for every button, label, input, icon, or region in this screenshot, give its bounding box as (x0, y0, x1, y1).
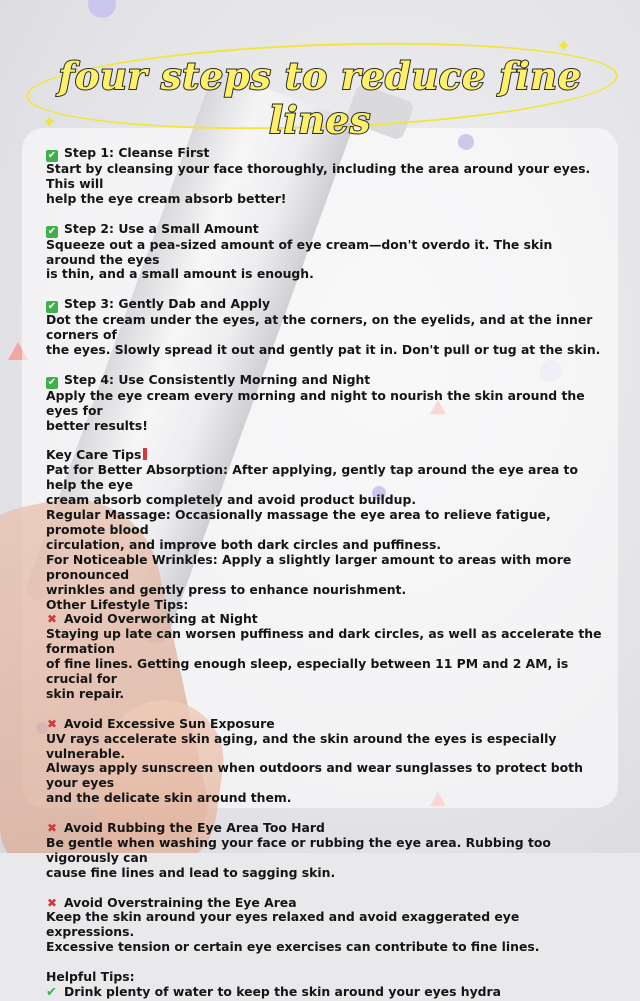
key-care-text: circulation, and improve both dark circles and puffiness. (46, 536, 442, 552)
avoid-text: of fine lines. Getting enough sleep, especially between 11 PM and 2 AM, is crucial for (46, 656, 569, 687)
page-title: four steps to reduce fine lines (58, 54, 582, 142)
avoid-text: Be gentle when washing your face or rubbing the eye area. Rubbing too vigorously can (46, 834, 551, 865)
key-care-text: Other Lifestyle Tips: (46, 596, 189, 612)
avoid-text: Excessive tension or certain eye exercises can contribute to fine lines. (46, 939, 540, 955)
step-heading: ✔ Step 3: Gently Dab and Apply (47, 296, 271, 313)
key-care-text: Regular Massage: Occasionally massage the eye area to relieve fatigue, promote blood (46, 507, 551, 537)
red-bar-icon (143, 448, 147, 460)
cross-icon: ✖ (46, 716, 58, 731)
sparkle-icon: ✦ (556, 36, 572, 57)
key-care-heading: Key Care Tips (46, 448, 606, 463)
step-text: Apply the eye cream every morning and night to nourish the skin around the eyes for (46, 387, 585, 418)
avoid-heading: ✖ Avoid Rubbing the Eye Area Too Hard (46, 820, 325, 836)
key-care-text: cream absorb completely and avoid product buildup. (46, 492, 417, 508)
avoid-heading: ✖ Avoid Excessive Sun Exposure (46, 715, 275, 731)
check-box-icon: ✔ (47, 150, 57, 161)
check-box-icon: ✔ (47, 301, 57, 313)
avoid-text: Keep the skin around your eyes relaxed and avoid exaggerated eye expressions. (46, 909, 520, 940)
avoid-text: cause fine lines and lead to sagging skin. (46, 864, 336, 880)
title-banner (20, 36, 620, 142)
helpful-item: ✔ Drink plenty of water to keep the skin around your eyes hydra (46, 984, 502, 1000)
cross-icon: ✖ (46, 821, 58, 836)
avoid-heading: ✖ Avoid Overstraining the Eye Area (46, 894, 297, 910)
avoid-text: Always apply sunscreen when outdoors and wear sunglasses to protect both your eyes (46, 760, 583, 791)
cross-icon: ✖ (46, 895, 58, 910)
avoid-heading: ✖ Avoid Overworking at Night (46, 611, 258, 627)
avoid-text: and the delicate skin around them. (46, 790, 292, 806)
key-care-section (46, 448, 606, 612)
checkmark-icon: ✔ (46, 985, 57, 1000)
avoid-text: Staying up late can worsen puffiness and dark circles, as well as accelerate the formation (46, 626, 602, 657)
step-text: Dot the cream under the eyes, at the corners, on the eyelids, and at the inner corners of (46, 312, 593, 343)
step-heading: ✔ Step 1: Cleanse First (47, 145, 210, 161)
step-text: the eyes. Slowly spread it out and gently pat it in. Don't pull or tug at the skin. (46, 342, 601, 358)
decor-dot (88, 0, 116, 18)
step-text: is thin, and a small amount is enough. (46, 266, 314, 282)
cross-icon: ✖ (46, 612, 58, 627)
helpful-heading: Helpful Tips: (46, 969, 135, 985)
check-box-icon: ✔ (47, 376, 57, 388)
step-heading: ✔ Step 2: Use a Small Amount (47, 220, 259, 237)
avoid-text: UV rays accelerate skin aging, and the skin around the eyes is especially vulnerable. (46, 730, 557, 761)
article-body (46, 146, 606, 1001)
step-section (46, 146, 606, 448)
key-care-text: wrinkles and gently press to enhance nourishment. (46, 581, 407, 597)
step-text: Squeeze out a pea-sized amount of eye cream—don't overdo it. The skin around the eyes (46, 236, 553, 267)
step-heading: ✔ Step 4: Use Consistently Morning and Night (47, 371, 371, 388)
step-text: help the eye cream absorb better! (46, 190, 287, 206)
step-text: better results! (46, 417, 148, 433)
avoid-section (46, 612, 606, 970)
check-box-icon: ✔ (47, 225, 57, 237)
helpful-section (46, 970, 606, 1001)
avoid-text: skin repair. (46, 685, 125, 701)
sparkle-icon: ✦ (42, 112, 58, 133)
key-care-text: Pat for Better Absorption: After applying, gently tap around the eye area to help the eye (46, 462, 578, 493)
step-text: Start by cleansing your face thoroughly, including the area around your eyes. This will (46, 161, 591, 191)
key-care-text: For Noticeable Wrinkles: Apply a slightly larger amount to areas with more pronounced (46, 551, 572, 582)
